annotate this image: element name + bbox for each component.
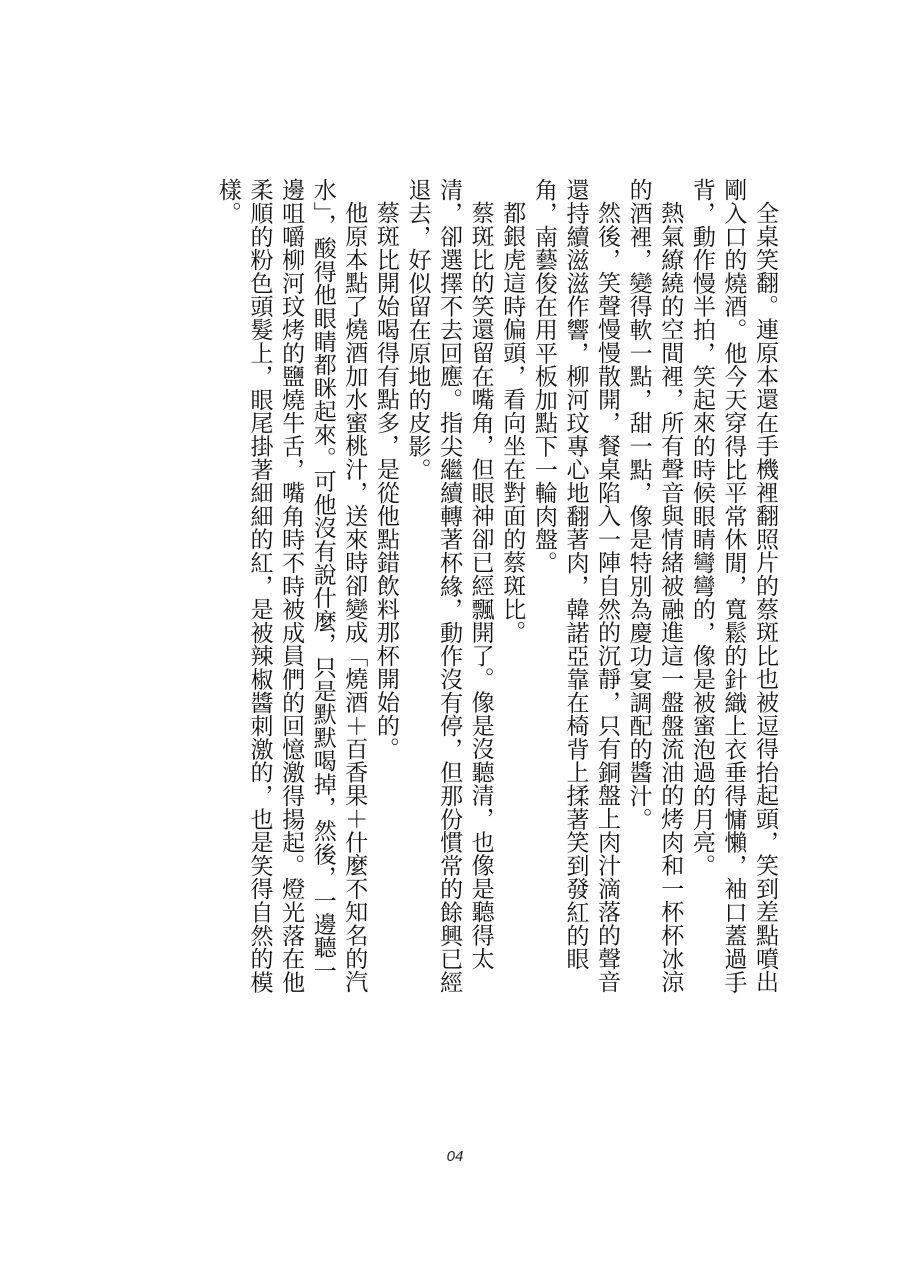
paragraph: 然後，笑聲慢慢散開，餐桌陷入一陣自然的沉靜，只有銅盤上肉汁滴落的聲音還持續滋滋作響，柳河玟專心地翻著肉，韓諾亞靠在椅背上揉著笑到發紅的眼角，南藝俊在用平板加點下一輪肉盤。 (530, 178, 621, 994)
page-number: 04 (446, 1148, 464, 1165)
vertical-text-body (211, 178, 780, 998)
paragraph: 熱氣繚繞的空間裡，所有聲音與情緒被融進這一盤盤流油的烤肉和一杯杯冰涼的酒裡，變得軟一點，甜一點，像是特別為慶功宴調配的醬汁。 (625, 178, 684, 994)
paragraph: 都銀虎這時偏頭，看向坐在對面的蔡斑比。 (499, 201, 526, 644)
paragraph: 蔡斑比開始喝得有點多，是從他點錯飲料那杯開始的。 (372, 201, 399, 761)
paragraph: 全桌笑翻。連原本還在手機裡翻照片的蔡斑比也被逗得抬起頭，笑到差點噴出剛入口的燒酒。他今天穿得比平常休閒，寬鬆的針織上衣垂得慵懶，袖口蓋過手背，動作慢半拍，笑起來的時候眼睛彎彎的，像是被蜜泡過的月亮。 (688, 178, 778, 994)
paragraph: 他原本點了燒酒加水蜜桃汁，送來時卻變成「燒酒＋百香果＋什麼不知名的汽水」，酸得他眼睛都眯起來。可他沒有說什麼，只是默默喝掉，然後，一邊聽一邊咀嚼柳河玟烤的鹽燒牛舌，嘴角時不時被成員們的回憶激得揚起。燈光落在他柔順的粉色頭髮上，眼尾掛著細細的紅，是被辣椒醬刺激的，也是笑得自然的模樣。 (214, 178, 368, 994)
paragraph: 蔡斑比的笑還留在嘴角，但眼神卻已經飄開了。像是沒聽清，也像是聽得太清，卻選擇不去回應。指尖繼續轉著杯緣，動作沒有停，但那份慣常的餘興已經退去，好似留在原地的皮影。 (404, 178, 494, 994)
